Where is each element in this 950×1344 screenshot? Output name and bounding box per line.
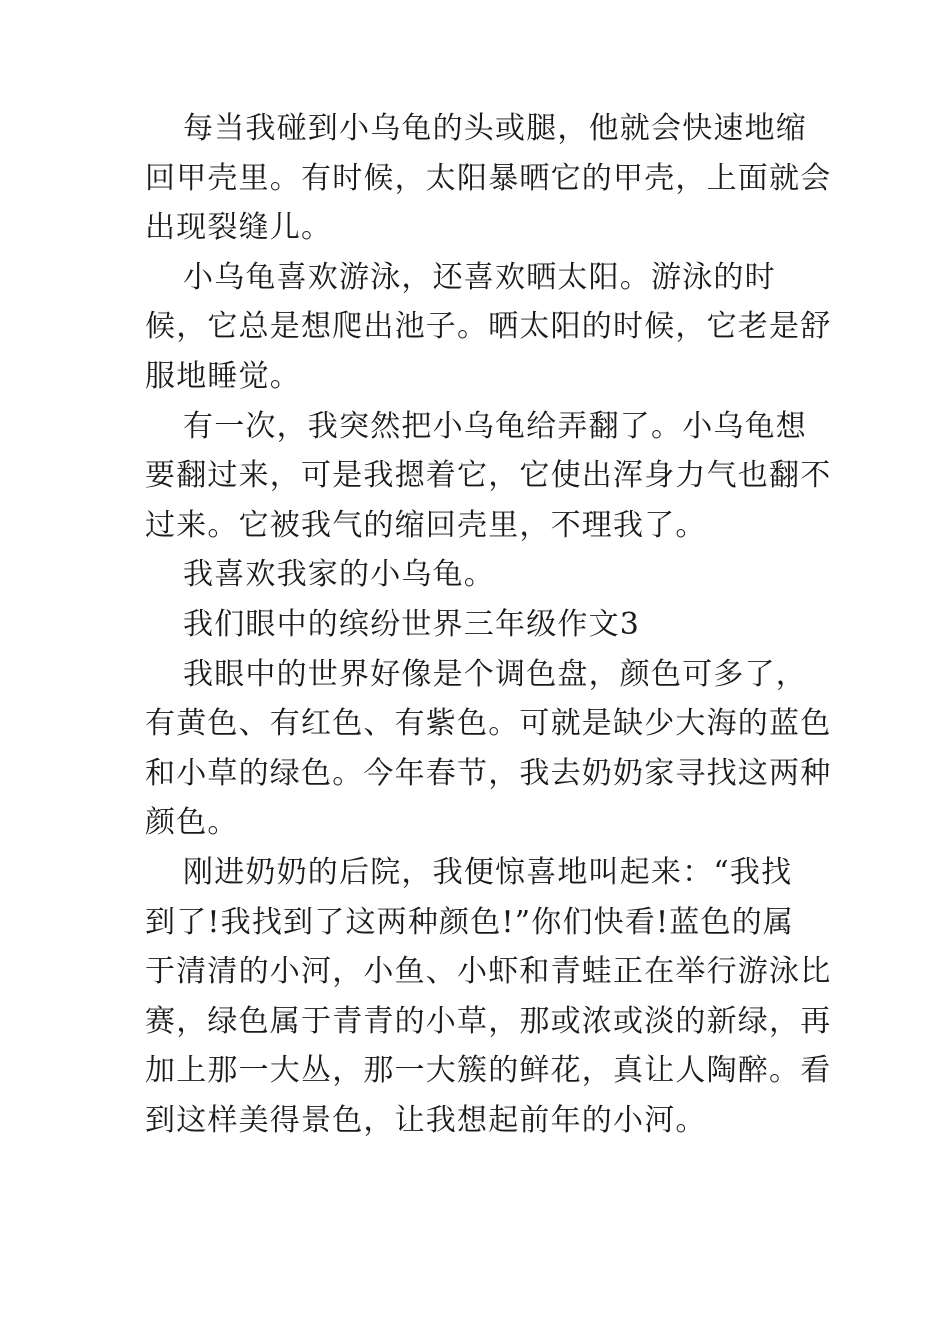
text-line: 到了!我找到了这两种颜色!”你们快看!蓝色的属 [145, 904, 795, 940]
text-line: 于清清的小河，小鱼、小虾和青蛙正在举行游泳比 [145, 954, 832, 990]
text-line: 候，它总是想爬出池子。晒太阳的时候，它老是舒 [145, 309, 832, 345]
text-line: 回甲壳里。有时候，太阳暴晒它的甲壳，上面就会 [145, 160, 832, 196]
text-line: 到这样美得景色，让我想起前年的小河。 [145, 1102, 707, 1138]
text-line: 出现裂缝儿。 [145, 210, 333, 246]
text-line: 过来。它被我气的缩回壳里，不理我了。 [145, 507, 707, 543]
essay-title: 我们眼中的缤纷世界三年级作文3 [183, 606, 641, 642]
text-line: 我眼中的世界好像是个调色盘，颜色可多了， [183, 656, 807, 692]
text-line: 和小草的绿色。今年春节，我去奶奶家寻找这两种 [145, 755, 832, 791]
text-line: 有一次，我突然把小乌龟给弄翻了。小乌龟想 [183, 408, 807, 444]
text-line: 我喜欢我家的小乌龟。 [183, 557, 495, 593]
text-line: 颜色。 [145, 805, 239, 841]
text-line: 服地睡觉。 [145, 358, 301, 394]
text-line: 每当我碰到小乌龟的头或腿，他就会快速地缩 [183, 111, 807, 146]
text-line: 小乌龟喜欢游泳，还喜欢晒太阳。游泳的时 [183, 259, 776, 295]
text-line: 有黄色、有红色、有紫色。可就是缺少大海的蓝色 [145, 706, 832, 742]
text-line: 刚进奶奶的后院，我便惊喜地叫起来：“我找 [183, 854, 793, 890]
text-line: 加上那一大丛，那一大簇的鲜花，真让人陶醉。看 [145, 1053, 832, 1089]
essay-body [145, 104, 832, 1145]
text-line: 赛，绿色属于青青的小草，那或浓或淡的新绿，再 [145, 1003, 832, 1039]
text-line: 要翻过来，可是我摁着它，它使出浑身力气也翻不 [145, 458, 832, 494]
